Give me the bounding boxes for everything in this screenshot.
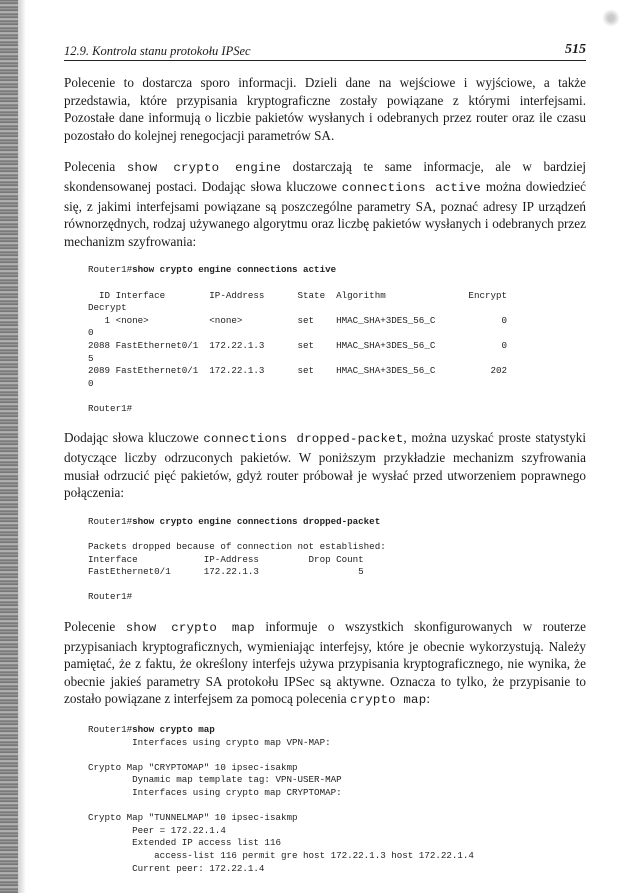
paragraph-1: Polecenie to dostarcza sporo informacji. Dzieli dane na wejściowe i wyjściowe, a także przedstawia, które przypisania kryptograficzne zostały powiązane z którymi interfejsami. Pozostałe dane informują o liczbie pakietów wysłanych i odebranych przez router oraz ile czasu pozostało do kolejnej renegocjacji parametrów SA. [64, 75, 586, 143]
corner-smudge [600, 8, 622, 28]
inline-command: connections active [341, 180, 481, 195]
code-block-crypto-map: Router1#show crypto map Interfaces using crypto map VPN-MAP: Crypto Map "CRYPTOMAP" 10 ipsec-isakmp Dynamic map template tag: VPN-USER-MAP Interfaces using crypto map CRYPTOMAP: Crypto Map "TUNNELMAP" 10 ipsec-isakmp Peer = 172.22.1.4 Extended IP access list 116 access-list 116 permit gre host 172.22.1.3 host 172.22.1.4 Current peer: 172.22.1.4 [88, 723, 474, 874]
page-content [64, 74, 586, 889]
code-command: show crypto engine connections active [132, 264, 337, 276]
code-block-engine-active: Router1#show crypto engine connections active ID Interface IP-Address State Algorithm Encrypt Decrypt 1 <none> <none> set HMAC_SHA+3DES_56_C 0 0 2088 FastEthernet0/1 172.22.1.3 set HMAC_SHA+3DES_56_C 0 5 2089 FastEthernet0/1 172.22.1.3 set HMAC_SHA+3DES_56_C 202 0 Router1# [88, 264, 508, 414]
spine-gradient [18, 0, 26, 893]
book-spine-shadow [0, 0, 18, 893]
code-command: show crypto map [132, 723, 215, 735]
inline-command: crypto map [349, 693, 427, 708]
inline-command: connections dropped-packet [203, 432, 404, 447]
running-header [64, 42, 586, 61]
inline-command: show crypto engine [126, 161, 281, 176]
paragraph-2: Polecenia show crypto engine dostarczają te same informacje, ale w bardziej skondensowanej postaci. Dodając słowa kluczowe connections active można dowiedzieć się, z jakimi interfejsami powiązane są poszczególne parametry SA, poznać adresy IP urządzeń równorzędnych, rodzaj używanego algorytmu oraz liczbę pakietów wysłanych i odebranych przez mechanizm szyfrowania: [64, 159, 586, 249]
paragraph-3: Dodając słowa kluczowe connections dropped-packet, można uzyskać proste statystyki dotyczące liczby odrzuconych pakietów. W poniższym przykładzie mechanizm szyfrowania musiał odrzucić pięć pakietów, gdyż router próbował je wysłać przed utworzeniem poprawnego połączenia: [64, 430, 587, 501]
paragraph-4: Polecenie show crypto map informuje o wszystkich skonfigurowanych w routerze przypisaniach kryptograficznych, wymieniając interfejsy, które je obecnie wykorzystują. Należy pamiętać, że z faktu, że określony interfejs używa przypisania kryptograficznego, nie wynika, że obecnie jakieś parametry SA protokołu IPSec są aktywne. Oznacza to tylko, że przypisanie to zostało powiązane z interfejsem za pomocą polecenia crypto map: [64, 619, 587, 708]
page-number: 515 [565, 42, 586, 57]
header-title: 12.9. Kontrola stanu protokołu IPSec [64, 44, 251, 58]
code-command: show crypto engine connections dropped-packet [132, 515, 381, 527]
code-block-dropped-packet: Router1#show crypto engine connections dropped-packet Packets dropped because of connection not established: Interface IP-Address Drop Count FastEthernet0/1 172.22.1.3 5 Router1# [88, 515, 386, 603]
inline-command: show crypto map [125, 621, 255, 635]
